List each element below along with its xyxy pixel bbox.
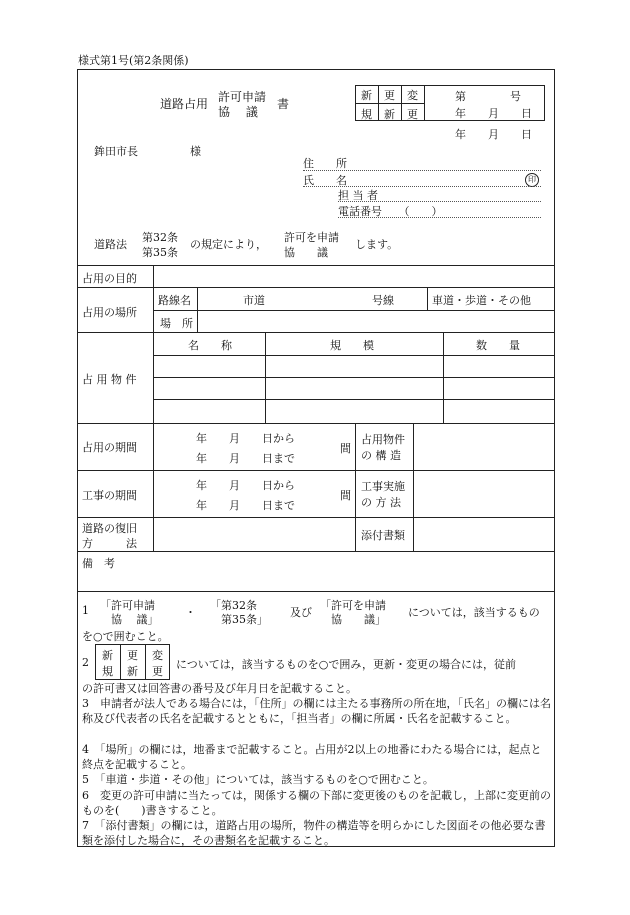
phone-label: 電話番号 （ ） xyxy=(338,205,443,218)
work-period-to: 年 月 日まで xyxy=(196,499,295,512)
col-qty-header: 数 量 xyxy=(476,339,520,352)
addressee-mayor: 鉾田市長 xyxy=(94,145,138,158)
note-1-consult-2: 協 議」 xyxy=(320,613,386,626)
note-2-kind-change: 変 xyxy=(152,649,163,662)
note-1-and: 及び xyxy=(290,606,312,619)
seal-mark: 印 xyxy=(525,173,539,187)
note-1-article-32: 「第32条 xyxy=(210,599,257,612)
work-period-label: 工事の期間 xyxy=(82,489,137,502)
kind-change-2: 更 xyxy=(407,108,418,121)
restore-label-1: 道路の復旧 xyxy=(82,522,137,535)
location-label: 場 所 xyxy=(160,317,193,330)
period-label: 占用の期間 xyxy=(82,441,137,454)
note-2-line-2: の許可書又は回答書の番号及び年月日を記載すること。 xyxy=(82,682,357,695)
statement-consult: 協 議 xyxy=(284,246,328,259)
address-line xyxy=(303,170,541,171)
kind-renew: 更 xyxy=(384,89,395,102)
note-1-number: 1 xyxy=(82,604,89,617)
note-1-separator: ・ xyxy=(185,606,196,619)
place-label: 占用の場所 xyxy=(82,306,137,319)
form-number: 様式第1号(第2条関係) xyxy=(78,54,189,67)
statement-article-32: 第32条 xyxy=(142,231,178,244)
reference-date: 年 月 日 xyxy=(455,107,532,120)
note-1-permit: 「許可申請 xyxy=(100,599,155,612)
structure-label-2: の 構 造 xyxy=(361,449,401,462)
application-date: 年 月 日 xyxy=(455,128,532,141)
kind-new: 新 xyxy=(361,89,372,102)
kind-change: 変 xyxy=(407,89,418,102)
period-to: 年 月 日まで xyxy=(196,452,295,465)
note-2-kind-new: 新 xyxy=(102,649,113,662)
person-label: 担 当 者 xyxy=(338,189,378,202)
statement-article-35: 第35条 xyxy=(142,246,178,259)
statement-permit: 許可を申請 xyxy=(284,231,339,244)
name-label: 氏 名 xyxy=(303,174,347,187)
title-consult: 協 議 xyxy=(218,105,258,119)
note-1-article-35: 第35条」 xyxy=(210,613,268,626)
note-1-tail: については，該当するもの xyxy=(408,606,540,619)
note-2-kind-change-2: 更 xyxy=(152,665,163,678)
remarks-label: 備 考 xyxy=(82,557,115,570)
purpose-label: 占用の目的 xyxy=(82,272,137,285)
note-1-line-2: を○で囲むこと。 xyxy=(82,630,169,643)
kind-renew-2: 新 xyxy=(384,108,395,121)
route-number-label: 号線 xyxy=(372,294,394,307)
note-3: 3 申請者が法人である場合には，「住所」の欄には主たる事務所の所在地，「氏名」の欄には名称及び代表者の氏名を記載するとともに，「担当者」の欄に所属・氏名を記載すること。 xyxy=(82,697,551,725)
note-1-apply: 「許可を申請 xyxy=(320,599,386,612)
method-label-2: の 方 法 xyxy=(361,496,401,509)
route-label: 路線名 xyxy=(158,294,191,307)
lane-label: 車道・歩道・その他 xyxy=(432,294,531,307)
period-between: 間 xyxy=(340,442,351,455)
statement-middle: の規定により， xyxy=(190,238,267,251)
note-2-kind-renew: 更 xyxy=(127,649,138,662)
title-prefix: 道路占用 xyxy=(160,97,209,111)
note-6: 6 変更の許可申請に当たっては，関係する欄の下部に変更後のものを記載し，上部に変更前のものを( )書きすること。 xyxy=(82,789,551,817)
work-period-from: 年 月 日から xyxy=(196,479,295,492)
note-2-kind-new-2: 規 xyxy=(102,665,113,678)
addressee-honorific: 様 xyxy=(190,145,201,158)
col-name-header: 名 称 xyxy=(188,339,232,352)
method-label-1: 工事実施 xyxy=(361,480,405,493)
statement-end: します。 xyxy=(355,238,399,251)
note-1-consult: 協 議」 xyxy=(100,613,159,626)
objects-label: 占 用 物 件 xyxy=(82,373,137,386)
statement-law: 道路法 xyxy=(94,238,127,251)
note-7: 7 「添付書類」の欄には，道路占用の場所，物件の構造等を明らかにした図面その他必要な書類を添付した場合に，その書類名を記載すること。 xyxy=(82,819,546,847)
phone-line xyxy=(338,217,541,218)
work-period-between: 間 xyxy=(340,489,351,502)
period-from: 年 月 日から xyxy=(196,432,295,445)
note-5: 5 「車道・歩道・その他」については，該当するものを○で囲むこと。 xyxy=(82,773,434,786)
note-2-number: 2 xyxy=(82,656,89,669)
person-line xyxy=(338,201,541,202)
city-road-label: 市道 xyxy=(243,294,265,307)
kind-new-2: 規 xyxy=(361,108,372,121)
reference-number: 第 号 xyxy=(455,90,521,103)
note-2-tail: については，該当するものを○で囲み，更新・変更の場合には，従前 xyxy=(176,658,517,671)
title-permit: 許可申請 xyxy=(218,90,267,104)
col-scale-header: 規 模 xyxy=(330,339,374,352)
attachments-label: 添付書類 xyxy=(361,529,405,542)
restore-label-2: 方 法 xyxy=(82,537,137,550)
note-2-kind-renew-2: 新 xyxy=(127,665,138,678)
title-suffix: 書 xyxy=(277,97,290,111)
address-label: 住 所 xyxy=(303,157,347,170)
structure-label-1: 占用物件 xyxy=(361,433,405,446)
note-4: 4 「場所」の欄には，地番まで記載すること。占用が2以上の地番にわたる場合には，起点と終点を記載すること。 xyxy=(82,743,542,771)
